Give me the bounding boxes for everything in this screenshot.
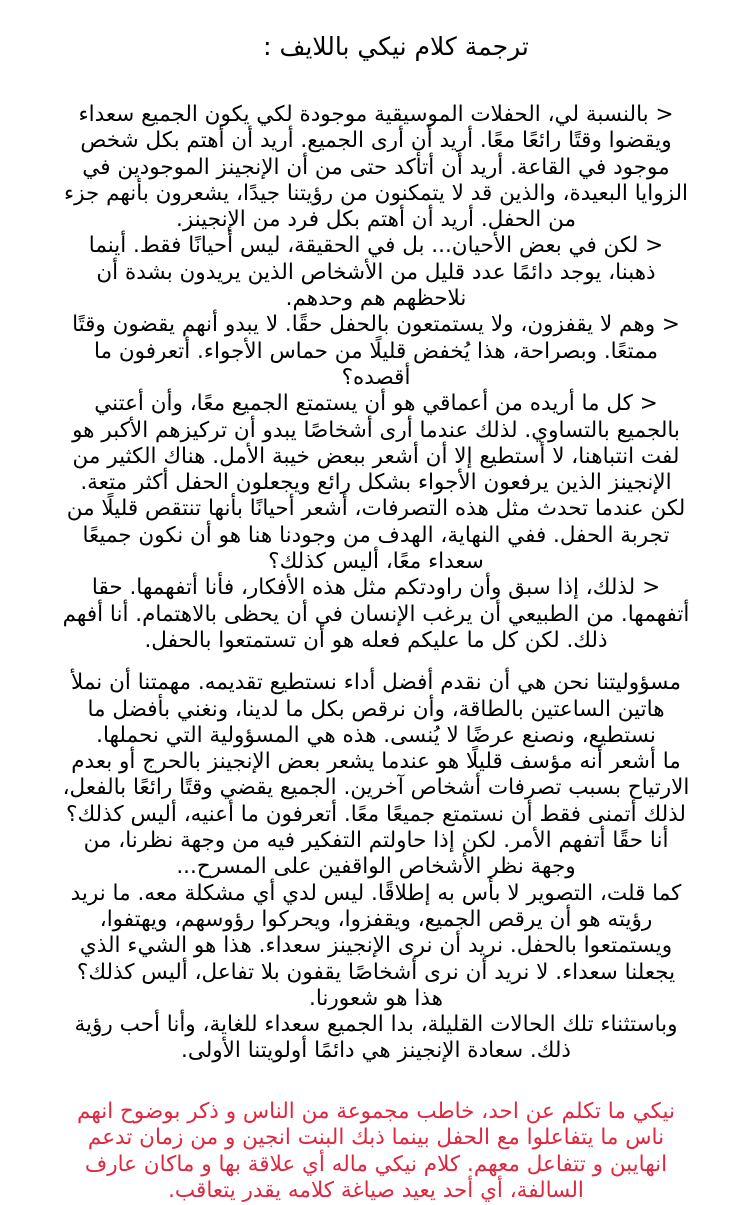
paragraph-10: وباستثناء تلك الحالات القليلة، بدا الجميع سعداء للغاية، وأنا أحب رؤية ذلك. سعادة الإنجينز هي دائمًا أولويتنا الأولى. <box>74 1012 678 1064</box>
paragraph-4: < كل ما أريده من أعماقي هو أن يستمتع الجميع معًا، وأن أعتني بالجميع بالتساوي. لذلك عندما أرى أشخاصًا يبدو أن تركيزهم الأكبر هو لفت انتباهنا، لا أستطيع إلا أن أشعر ببعض خيبة الأمل. هناك الكثير من الإنجينز الذين يرفعون الأجواء بشكل رائع ويجعلون الحفل أكثر متعة. لكن عندما تحدث مثل هذه التصرفات، أشعر أحيانًا بأنها تنتقص قليلًا من تجربة الحفل. ففي النهاية، الهدف من وجودنا هنا هو أن نكون جميعًا سعداء معًا، أليس كذلك؟ <box>66 391 686 575</box>
paragraph-5: < لذلك، إذا سبق وأن راودتكم مثل هذه الأفكار، فأنا أتفهمها. حقا أتفهمها. من الطبيعي أن يرغب الإنسان في أن يحظى بالاهتمام. أنا أفهم ذلك. لكن كل ما عليكم فعله هو أن تستمتعوا بالحفل. <box>62 575 690 653</box>
paragraph-1: < بالنسبة لي، الحفلات الموسيقية موجودة لكي يكون الجميع سعداء ويقضوا وقتًا رائعًا معًا. أريد أن أرى الجميع. أريد أن أهتم بكل شخص موجود في القاعة. أريد أن أتأكد حتى من أن الإنجينز الموجودين في الزوايا البعيدة، والذين قد لا يتمكنون من رؤيتنا جيدًا، يشعرون بأنهم جزء من الحفل. أريد أن أهتم بكل فرد من الإنجينز. <box>63 102 689 233</box>
paragraph-8: أنا حقًا أتفهم الأمر. لكن إذا حاولتم التفكير فيه من وجهة نظرنا، من وجهة نظر الأشخاص الواقفين على المسرح... <box>83 828 669 880</box>
translation-body <box>62 102 690 1065</box>
note-gap <box>62 1065 690 1099</box>
paragraph-9: كما قلت، التصوير لا بأس به إطلاقًا. ليس لدي أي مشكلة معه. ما نريد رؤيته هو أن يرقص الجميع، ويقفزوا، ويحركوا رؤوسهم، ويهتفوا، ويستمتعوا بالحفل. نريد أن نرى الإنجينز سعداء. هذا هو الشيء الذي يجعلنا سعداء. لا نريد أن نرى أشخاصًا يقفون بلا تفاعل، أليس كذلك؟ هذا هو شعورنا. <box>70 880 682 1011</box>
page-title: ترجمة كلام نيكي باللايف : <box>263 32 529 61</box>
paragraph-gap <box>62 654 690 670</box>
paragraph-2: < لكن في بعض الأحيان... بل في الحقيقة، ليس أحيانًا فقط. أينما ذهبنا، يوجد دائمًا عدد قليل من الأشخاص الذين يريدون بشدة أن نلاحظهم هم وحدهم. <box>88 233 664 312</box>
paragraph-7: ما أشعر أنه مؤسف قليلًا هو عندما يشعر بعض الإنجينز بالحرج أو بعدم الارتياح بسبب تصرفات أشخاص آخرين. الجميع يقضي وقتًا رائعًا بالفعل، لذلك أتمنى فقط أن نستمتع جميعًا معًا. أتعرفون ما أعنيه، أليس كذلك؟ <box>62 749 690 827</box>
author-note: نيكي ما تكلم عن احد، خاطب مجموعة من الناس و ذكر بوضوح انهم ناس ما يتفاعلوا مع الحفل بينما ذبك البنت انجين و من زمان تدعم انهايبن و تتفاعل معهم. كلام نيكي ماله أي علاقة بها و ماكان عارف السالفة، أي أحد يعيد صياغة كلامه يقدر يتعاقب. <box>77 1098 675 1204</box>
paragraph-3: < وهم لا يقفزون، ولا يستمتعون بالحفل حقًا. لا يبدو أنهم يقضون وقتًا ممتعًا. وبصراحة، هذا يُخفض قليلًا من حماس الأجواء. أتعرفون ما أقصده؟ <box>72 312 680 390</box>
paragraph-6: مسؤوليتنا نحن هي أن نقدم أفضل أداء نستطيع تقديمه. مهمتنا أن نملأ هاتين الساعتين بالطاقة، وأن نرقص بكل ما لدينا، ونغني بأفضل ما نستطيع، ونصنع عرضًا لا يُنسى. هذه هي المسؤولية التي نحملها. <box>71 670 681 748</box>
